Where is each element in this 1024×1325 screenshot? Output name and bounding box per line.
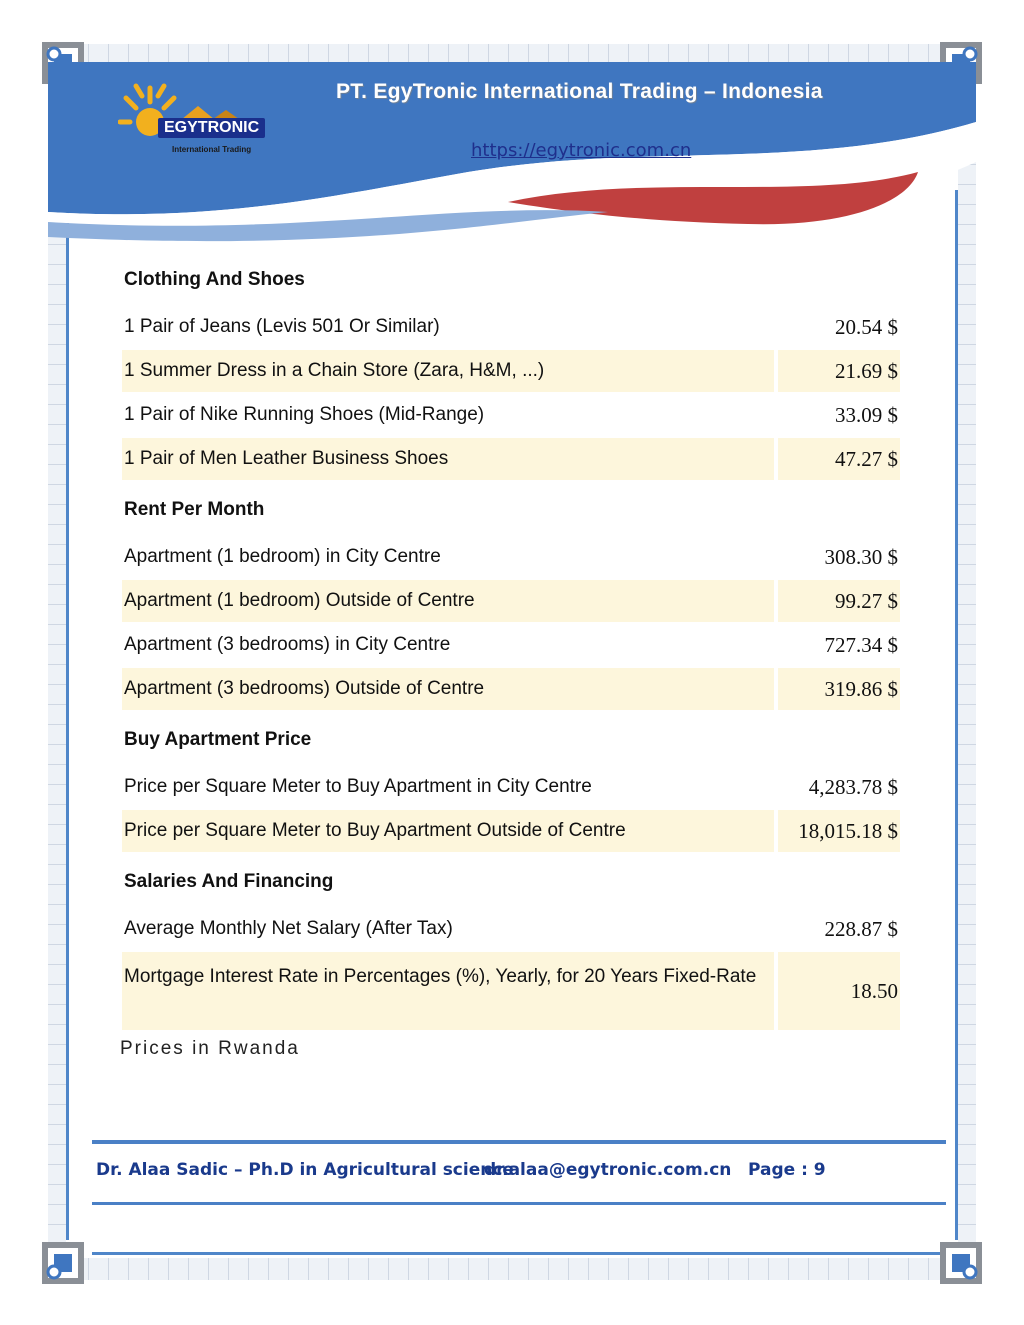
table-caption: Prices in Rwanda	[120, 1038, 300, 1059]
company-url-link[interactable]: https://egytronic.com.cn	[471, 140, 692, 161]
row-label: Price per Square Meter to Buy Apartment in City Centre	[124, 776, 592, 797]
table-row	[122, 766, 902, 808]
border-bottom	[48, 1258, 976, 1280]
table-row	[122, 438, 902, 480]
border-inner-bottom	[92, 1252, 946, 1255]
row-value: 308.30 $	[824, 544, 898, 569]
logo-wordmark: EGYTRONIC	[158, 118, 265, 138]
row-value: 319.86 $	[778, 668, 900, 710]
row-value: 4,283.78 $	[808, 774, 898, 799]
footer-page-number: Page : 9	[748, 1160, 826, 1180]
row-value: 99.27 $	[778, 580, 900, 622]
border-inner-left	[66, 190, 69, 1240]
footer-email-link[interactable]: dr.alaa@egytronic.com.cn	[484, 1160, 732, 1180]
row-label: Average Monthly Net Salary (After Tax)	[124, 918, 453, 939]
footer-divider-top	[92, 1140, 946, 1144]
row-value: 18,015.18 $	[778, 810, 900, 852]
border-inner-right	[955, 190, 958, 1240]
table-row	[122, 306, 902, 348]
section-title: Buy Apartment Price	[124, 729, 312, 750]
row-label: Apartment (1 bedroom) Outside of Centre	[122, 580, 774, 622]
row-label: Price per Square Meter to Buy Apartment Outside of Centre	[122, 810, 774, 852]
row-value: 33.09 $	[835, 402, 898, 427]
row-label: Apartment (3 bedrooms) Outside of Centre	[122, 668, 774, 710]
table-row	[122, 536, 902, 578]
table-row	[122, 350, 902, 392]
section-title: Salaries And Financing	[124, 871, 334, 892]
table-row	[122, 908, 902, 950]
table-row	[122, 394, 902, 436]
row-label: Mortgage Interest Rate in Percentages (%), Yearly, for 20 Years Fixed-Rate	[122, 952, 774, 1030]
logo-subtitle: International Trading	[172, 145, 252, 154]
row-label: 1 Pair of Jeans (Levis 501 Or Similar)	[124, 316, 440, 337]
price-tables	[122, 262, 902, 1032]
corner-ornament-icon	[938, 1240, 984, 1286]
footer-divider-bottom	[92, 1202, 946, 1205]
company-title: PT. EgyTronic International Trading – Indonesia	[336, 80, 823, 103]
footer-author: Dr. Alaa Sadic – Ph.D in Agricultural science	[96, 1160, 514, 1180]
section-title: Clothing And Shoes	[124, 269, 305, 290]
row-label: 1 Pair of Men Leather Business Shoes	[122, 438, 774, 480]
row-value: 727.34 $	[824, 632, 898, 657]
section-title: Rent Per Month	[124, 499, 265, 520]
row-value: 47.27 $	[778, 438, 900, 480]
corner-ornament-icon	[40, 1240, 86, 1286]
table-row	[122, 668, 902, 710]
table-row	[122, 810, 902, 852]
row-label: 1 Pair of Nike Running Shoes (Mid-Range)	[124, 404, 485, 425]
row-value: 20.54 $	[835, 314, 898, 339]
row-value: 228.87 $	[824, 916, 898, 941]
row-label: 1 Summer Dress in a Chain Store (Zara, H&M, ...)	[122, 350, 774, 392]
table-row	[122, 952, 902, 1030]
row-value: 21.69 $	[778, 350, 900, 392]
row-label: Apartment (3 bedrooms) in City Centre	[124, 634, 451, 655]
table-row	[122, 624, 902, 666]
row-label: Apartment (1 bedroom) in City Centre	[124, 546, 441, 567]
table-row	[122, 580, 902, 622]
row-value: 18.50	[778, 952, 900, 1030]
